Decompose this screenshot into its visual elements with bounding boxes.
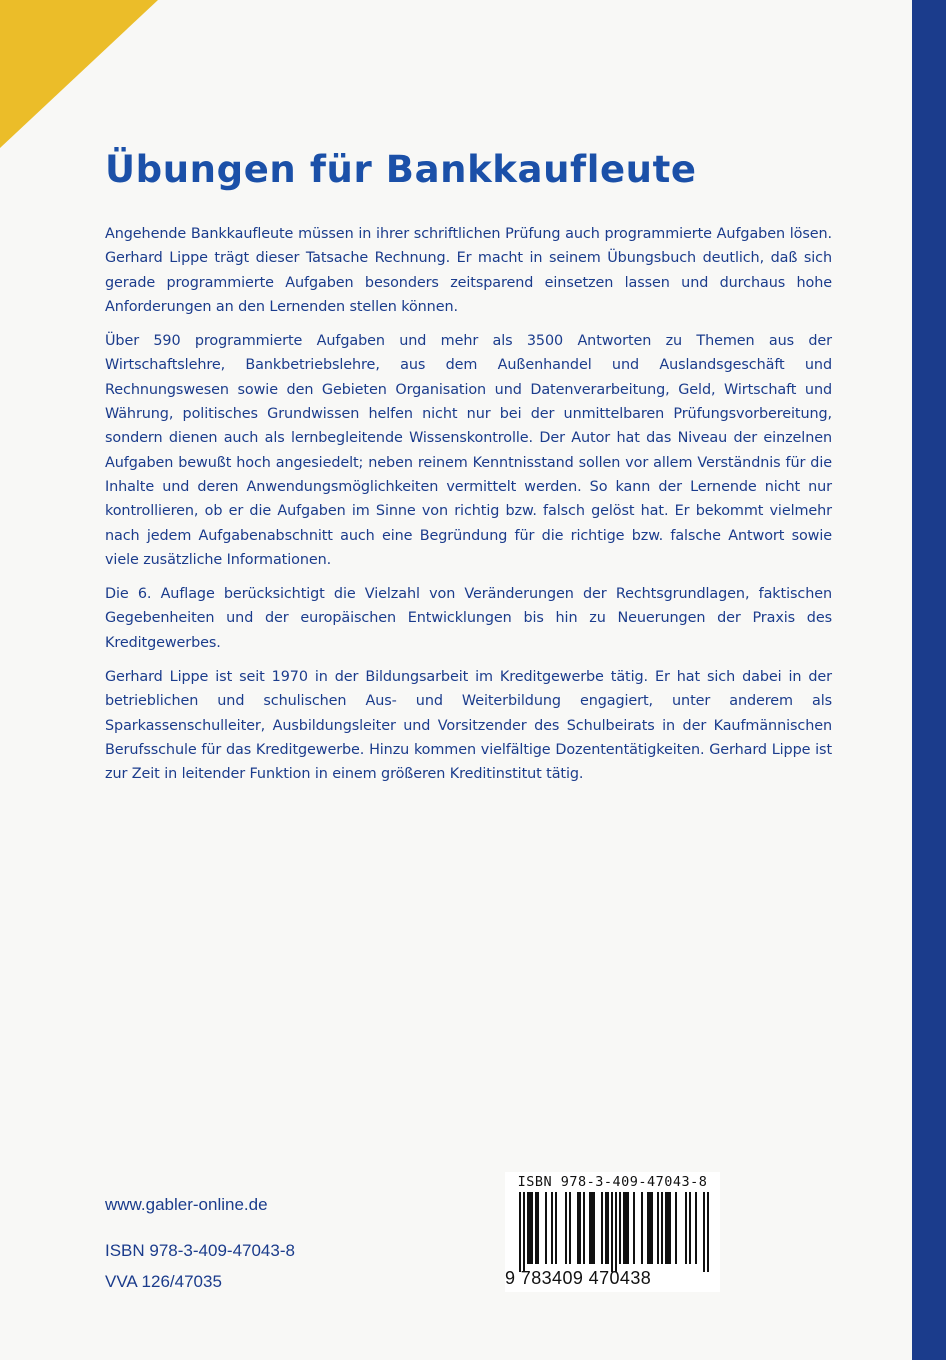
barcode-bar <box>545 1192 547 1264</box>
barcode-bar <box>619 1192 621 1264</box>
barcode-bar <box>519 1192 521 1272</box>
blurb-paragraph-4: Gerhard Lippe ist seit 1970 in der Bildungsarbeit im Kreditgewerbe tätig. Er hat sich dabei in der betrieblichen und schulischen Aus- und Weiterbildung engagiert, unter anderem als Sparkassenschulleiter, Ausbildungsleiter und Vorsitzender des Schulbeirats in der Kaufmännischen Berufsschule für das Kreditgewerbe. Hinzu kommen vielfältige Dozententätigkeiten. Gerhard Lippe ist zur Zeit in leitender Funktion in einem größeren Kreditinstitut tätig. <box>105 669 832 783</box>
barcode-bar <box>529 1192 531 1264</box>
barcode-bar <box>611 1192 613 1272</box>
barcode-bar <box>601 1192 603 1264</box>
barcode-bar <box>667 1192 669 1264</box>
barcode-bar <box>669 1192 671 1264</box>
barcode-bar <box>615 1192 617 1272</box>
blue-spine-bar <box>912 0 946 1360</box>
blurb <box>105 222 832 797</box>
blurb-paragraph-1: Angehende Bankkaufleute müssen in ihrer schriftlichen Prüfung auch programmierte Aufgaben lösen. Gerhard Lippe trägt dieser Tatsache Rechnung. Er macht in seinem Übungsbuch deutlich, daß sich gerade programmierte Aufgaben besonders zeitsparend einsetzen lassen und durchaus hohe Anforderungen an den Lernenden stellen können. <box>105 226 832 315</box>
barcode-bar <box>583 1192 585 1264</box>
blurb-paragraph-2: Über 590 programmierte Aufgaben und mehr als 3500 Antworten zu Themen aus der Wirtschaftslehre, Bankbetriebslehre, aus dem Außenhandel und Auslandsgeschäft und Rechnungswesen sowie den Gebieten Organisation und Datenverarbeitung, Geld, Wirtschaft und Währung, politisches Grundwissen helfen nicht nur bei der unmittelbaren Prüfungsvorbereitung, sondern dienen auch als lernbegleitende Wissenskontrolle. Der Autor hat das Niveau der einzelnen Aufgaben bewußt hoch angesiedelt; neben reinem Kenntnisstand sollen vor allem Verständnis für die Inhalte und deren Anwendungsmöglichkeiten vermittelt werden. So kann der Lernende nicht nur kontrollieren, ob er die Aufgaben im Sinne von richtig bzw. falsch gelöst hat. Er bekommt vielmehr nach jedem Aufgabenabschnitt auch eine Begründung für die richtige bzw. falsche Antwort sowie viele zusätzliche Informationen. <box>105 333 832 568</box>
blurb-paragraph-3: Die 6. Auflage berücksichtigt die Vielzahl von Veränderungen der Rechtsgrundlagen, faktischen Gegebenheiten und der europäischen Entwicklungen bis hin zu Neuerungen der Praxis des Kreditgewerbes. <box>105 586 832 651</box>
yellow-corner-triangle <box>0 0 160 150</box>
barcode-bar <box>651 1192 653 1264</box>
barcode-bar <box>535 1192 537 1264</box>
barcode-bar <box>627 1192 629 1264</box>
barcode-bars <box>505 1192 720 1274</box>
barcode-bar <box>591 1192 593 1264</box>
barcode-bar <box>555 1192 557 1264</box>
barcode-bar <box>593 1192 595 1264</box>
barcode-bar <box>607 1192 609 1264</box>
barcode-bar <box>647 1192 649 1264</box>
barcode-bar <box>649 1192 651 1264</box>
barcode-bar <box>523 1192 525 1272</box>
barcode-digits: 9 783409 470438 <box>505 1268 652 1288</box>
barcode-bar <box>685 1192 687 1264</box>
barcode-bar <box>689 1192 691 1264</box>
barcode-bar <box>579 1192 581 1264</box>
barcode-bar <box>661 1192 663 1264</box>
barcode-bar <box>641 1192 643 1264</box>
website-link[interactable]: www.gabler-online.de <box>105 1195 268 1214</box>
barcode-bar <box>623 1192 625 1264</box>
book-title: Übungen für Bankkaufleute <box>105 148 697 191</box>
barcode-bar <box>625 1192 627 1264</box>
barcode-bar <box>531 1192 533 1264</box>
barcode-bar <box>657 1192 659 1264</box>
isbn-barcode <box>505 1172 720 1292</box>
barcode-isbn-label: ISBN 978-3-409-47043-8 <box>517 1174 708 1190</box>
barcode-bar <box>565 1192 567 1264</box>
barcode-bar <box>633 1192 635 1264</box>
vva-number: VVA 126/47035 <box>105 1272 222 1291</box>
barcode-bar <box>605 1192 607 1264</box>
barcode-bar <box>695 1192 697 1264</box>
barcode-bar <box>707 1192 709 1272</box>
barcode-bar <box>537 1192 539 1264</box>
isbn-text: ISBN 978-3-409-47043-8 <box>105 1241 295 1260</box>
barcode-bar <box>551 1192 553 1264</box>
barcode-bar <box>577 1192 579 1264</box>
barcode-bar <box>589 1192 591 1264</box>
barcode-bar <box>703 1192 705 1272</box>
barcode-bar <box>569 1192 571 1264</box>
barcode-bar <box>665 1192 667 1264</box>
barcode-bar <box>527 1192 529 1264</box>
barcode-bar <box>675 1192 677 1264</box>
